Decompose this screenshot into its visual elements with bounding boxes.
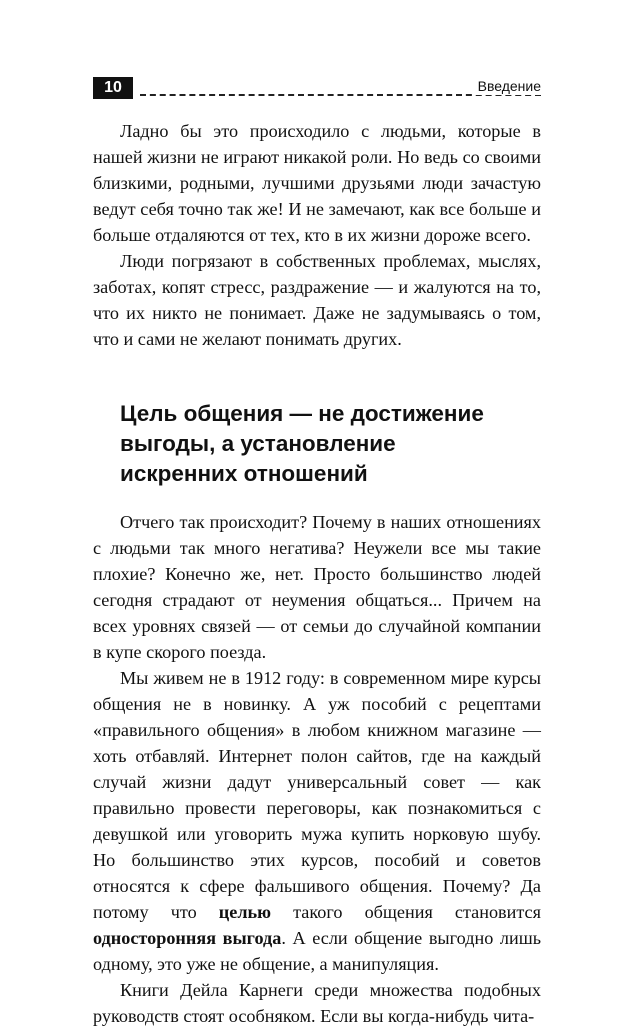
paragraph-3: Отчего так происходит? Почему в наших отношениях с людьми так много негатива? Неужели все мы такие плохие? Конечно же, нет. Просто большинство людей сегодня страдают от неумения общаться... Причем на всех уровнях связей — от семьи до случайной компании в купе скорого поезда. bbox=[93, 512, 541, 662]
chapter-subheading bbox=[120, 399, 541, 489]
paragraph-4-text-c: . А если общение выгодно лишь одному, это уже не общение, а манипуляция. bbox=[93, 928, 542, 974]
subheading-line-1: Цель общения — не достижение bbox=[120, 401, 484, 426]
paragraph-2: Люди погрязают в собственных проблемах, мыслях, заботах, копят стресс, раздражение — и жалуются на то, что их никто не понимает. Даже не задумываясь о том, что и сами не желают понимать других. bbox=[93, 251, 541, 349]
emphasis-one-sided-benefit: односторонняя выгода bbox=[93, 928, 282, 948]
page-body bbox=[93, 118, 541, 1029]
page-header bbox=[93, 77, 541, 99]
paragraph-1: Ладно бы это происходило с людьми, которые в нашей жизни не играют никакой роли. Но ведь со своими близкими, родными, лучшими друзьями люди зачастую ведут себя точно так же! И не замечают, как все больше и больше отдаляются от тех, кто в их жизни дороже всего. bbox=[93, 121, 541, 245]
paragraph-5: Книги Дейла Карнеги среди множества подобных руководств стоят особняком. Если вы когда-нибудь чита- bbox=[93, 980, 541, 1026]
paragraph-4 bbox=[93, 665, 541, 977]
running-title: Введение bbox=[472, 77, 541, 95]
page-number: 10 bbox=[93, 77, 133, 99]
subheading-line-2: выгоды, а установление bbox=[120, 431, 396, 456]
paragraph-4-text-a: Мы живем не в 1912 году: в современном мире курсы общения не в новинку. А уж пособий с рецептами «правильного общения» в любом книжном магазине — хоть отбавляй. Интернет полон сайтов, где на каждый случай жизни дадут универсальный совет — как правильно провести переговоры, как познакомиться с девушкой или уговорить мужа купить норковую шубу. Но большинство этих курсов, пособий и советов относятся к сфере фальшивого общения. Почему? Да потому что bbox=[93, 668, 541, 922]
emphasis-goal: целью bbox=[218, 902, 272, 922]
paragraph-4-text-b: такого общения становится bbox=[271, 902, 541, 922]
subheading-line-3: искренних отношений bbox=[120, 461, 368, 486]
